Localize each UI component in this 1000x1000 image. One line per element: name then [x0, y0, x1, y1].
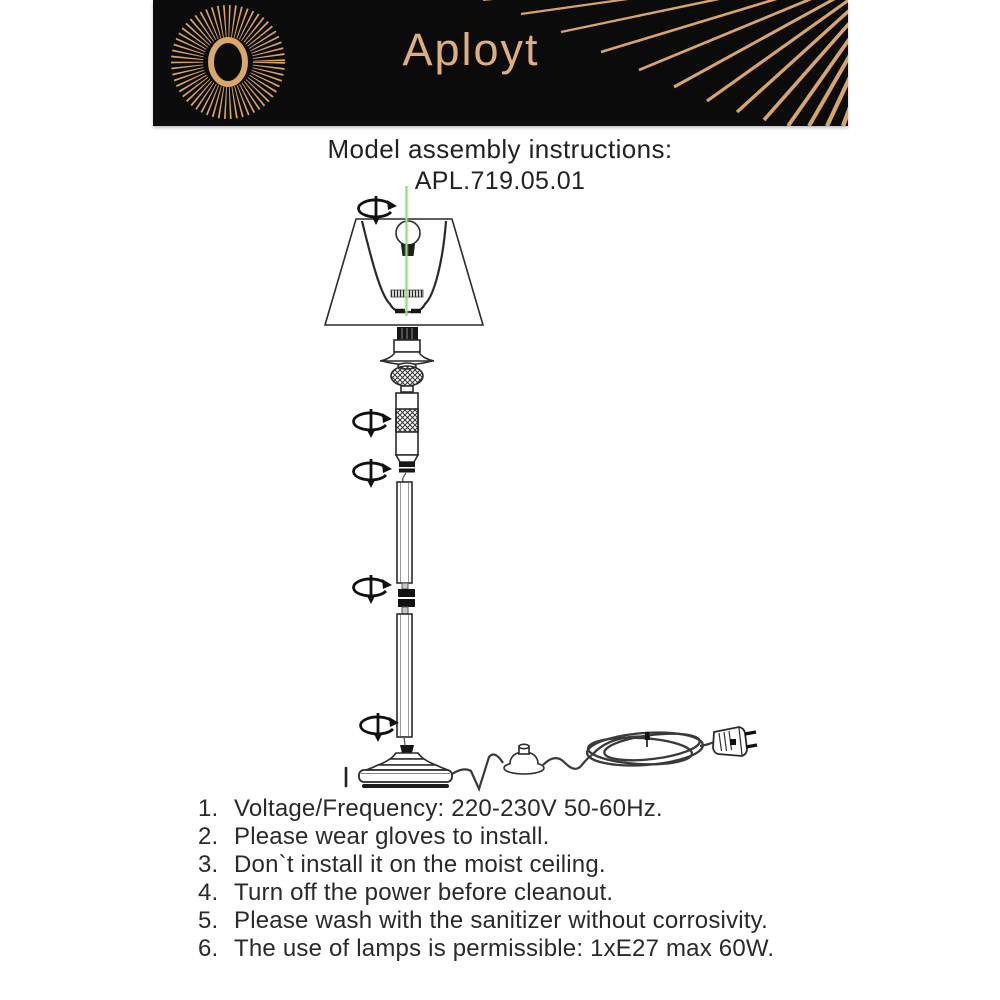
power-cord [543, 755, 592, 769]
instruction-item [198, 795, 878, 823]
item-text: Turn off the power before cleanout. [234, 879, 614, 906]
item-text: Please wash with the sanitizer without corrosivity. [234, 907, 768, 934]
upper-pole [397, 482, 412, 583]
instruction-item [198, 935, 878, 963]
brand-logo-text: Aployt [402, 24, 540, 75]
item-number: 6. [198, 935, 219, 962]
item-text: The use of lamps is permissible: 1xE27 max 60W. [234, 935, 775, 962]
item-number: 4. [198, 879, 219, 906]
pole-coupling [398, 583, 415, 614]
instruction-item [198, 823, 878, 851]
instruction-item [198, 851, 878, 879]
power-cord [452, 755, 503, 789]
item-number: 3. [198, 851, 219, 878]
lamp-socket-cap [397, 327, 418, 340]
crosshatch-band [396, 409, 418, 432]
instruction-item [198, 907, 878, 935]
foot-switch [504, 744, 544, 774]
power-cord-coil [586, 729, 714, 769]
item-text: Don`t install it on the moist ceiling. [234, 851, 606, 878]
rotation-arrow-icon [354, 575, 392, 604]
item-text: Voltage/Frequency: 220-230V 50-60Hz. [234, 795, 663, 822]
item-number: 5. [198, 907, 219, 934]
model-number: APL.719.05.01 [414, 167, 586, 195]
lower-pole [397, 614, 414, 753]
power-plug-icon [713, 727, 757, 756]
item-number: 2. [198, 823, 219, 850]
crosshatch-ball [391, 366, 423, 386]
lamp-base [346, 753, 452, 788]
rotation-arrow-icon [359, 196, 397, 225]
instruction-list [198, 795, 878, 963]
rotation-arrow-icon [354, 409, 392, 438]
decorative-column [380, 340, 434, 482]
page-title: Model assembly instructions: [327, 134, 673, 164]
instruction-item [198, 879, 878, 907]
rotation-arrow-icon [354, 459, 392, 488]
cord-tie [645, 732, 650, 740]
rotation-arrow-icon [361, 713, 399, 742]
item-text: Please wear gloves to install. [234, 823, 550, 850]
item-number: 1. [198, 795, 219, 822]
